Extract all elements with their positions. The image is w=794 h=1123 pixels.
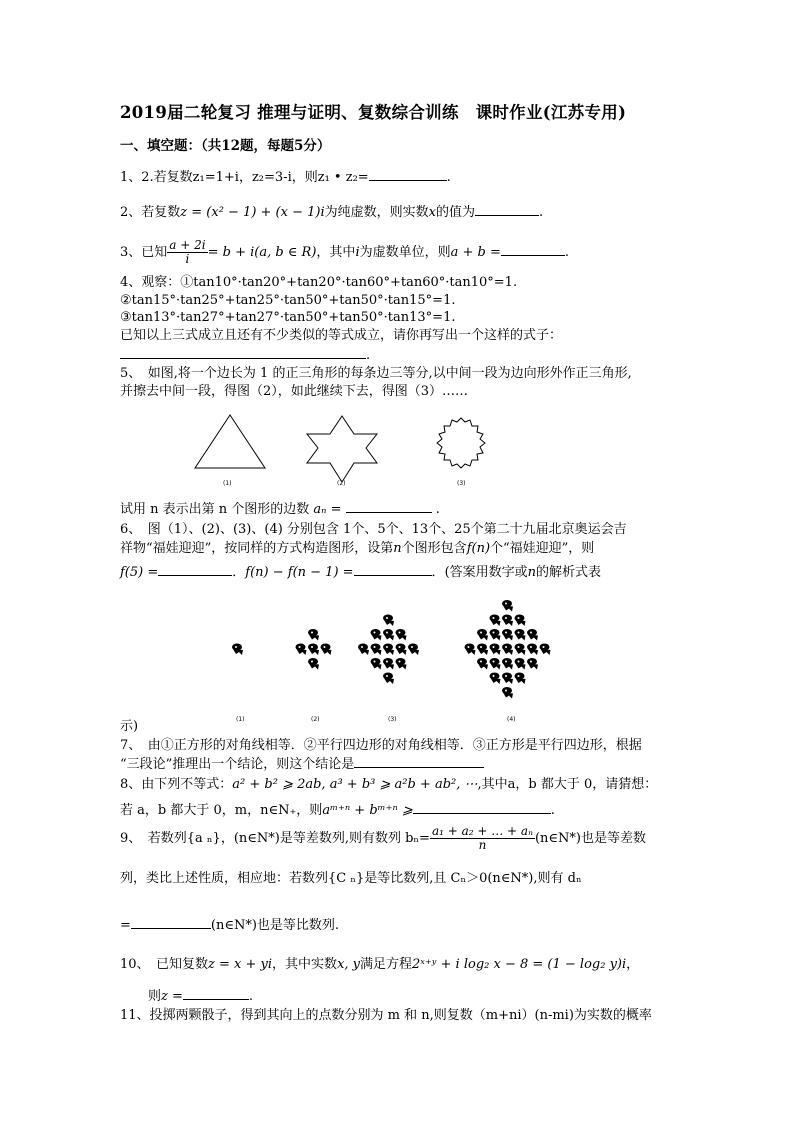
fuwa-mascot-icon bbox=[396, 658, 407, 670]
answer-blank bbox=[158, 563, 232, 576]
question-4-line-2: ②tan15°·tan25°+tan25°·tan50°+tan50°·tan15°=1. bbox=[120, 293, 456, 308]
fuwa-mascot-icon bbox=[490, 644, 501, 656]
question-5-answer: 试用 n 表示出第 n 个图形的边数 aₙ = . bbox=[120, 502, 440, 517]
answer-blank bbox=[131, 916, 211, 929]
fuwa-mascot-icon bbox=[408, 644, 419, 656]
fuwa-mascot-icon bbox=[515, 644, 526, 656]
fuwa-mascot-icon bbox=[396, 644, 407, 656]
question-9-line-3: = (n∈N*)也是等比数列. bbox=[120, 918, 340, 933]
koch-figure-2 bbox=[307, 416, 377, 482]
mascot-figures bbox=[225, 578, 555, 728]
fuwa-mascot-icon bbox=[502, 673, 513, 685]
section-heading: 一、填空题：（共12题，每题5分） bbox=[120, 138, 331, 154]
fuwa-mascot-icon bbox=[515, 629, 526, 641]
fuwa-mascot-icon bbox=[383, 644, 394, 656]
answer-blank bbox=[120, 346, 366, 359]
answer-blank bbox=[501, 243, 565, 256]
figure-label: (1) bbox=[236, 716, 245, 723]
question-7-line-1: 7、 由①正方形的对角线相等．②平行四边形的对角线相等．③正方形是平行四边形，根据 bbox=[120, 738, 642, 753]
fuwa-mascot-icon bbox=[383, 629, 394, 641]
question-8-line-2: 若 a，b 都大于 0，m，n∈N₊，则aᵐ⁺ⁿ + bᵐ⁺ⁿ ⩾ . bbox=[120, 803, 555, 818]
fuwa-mascot-icon bbox=[477, 644, 488, 656]
fuwa-mascot-icon bbox=[515, 673, 526, 685]
fuwa-mascot-icon bbox=[477, 629, 488, 641]
question-9-line-2: 列，类比上述性质，相应地：若数列{C ₙ}是等比数列,且 Cₙ＞0(n∈N*),则有 dₙ bbox=[120, 871, 582, 886]
question-6-line-4: 示) bbox=[120, 719, 139, 734]
question-11-line-1: 11、投掷两颗骰子，得到其向上的点数分别为 m 和 n,则复数（m+ni）(n-mi)为实数的概率 bbox=[120, 1008, 652, 1023]
fuwa-mascot-icon bbox=[396, 629, 407, 641]
figure-label: (4) bbox=[507, 716, 516, 723]
answer-blank bbox=[346, 500, 432, 513]
answer-blank bbox=[183, 987, 249, 1000]
question-4-answer: . bbox=[120, 346, 370, 364]
answer-blank bbox=[354, 563, 432, 576]
question-2: 2、若复数z = (x² − 1) + (x − 1)i为纯虚数，则实数x的值为 . bbox=[120, 205, 544, 220]
question-6-line-3: f(5) = ．f(n) − f(n − 1) = ．(答案用数字或n的解析式表 bbox=[120, 565, 602, 580]
koch-figure-3 bbox=[437, 418, 485, 468]
fraction: $\frac{\text{a₁ + a₂ + … + aₙ}}{n}$ bbox=[431, 824, 533, 852]
answer-blank bbox=[475, 203, 539, 216]
fuwa-mascot-icon bbox=[465, 644, 476, 656]
question-5-line-1: 5、 如图,将一个边长为 1 的正三角形的每条边三等分,以中间一段为边向形外作正三角形, bbox=[120, 366, 632, 381]
fuwa-mascot-icon bbox=[383, 673, 394, 685]
figure-label: (1) bbox=[223, 480, 232, 487]
fuwa-mascot-icon bbox=[296, 644, 307, 656]
question-5-line-2: 并擦去中间一段，得图（2），如此继续下去，得图（3）…… bbox=[120, 384, 469, 399]
fuwa-mascot-icon bbox=[490, 615, 501, 627]
fuwa-mascot-icon bbox=[308, 658, 319, 670]
fuwa-mascot-icon bbox=[502, 629, 513, 641]
question-4-line-4: 已知以上三式成立且还有不少类似的等式成立，请你再写出一个这样的式子： bbox=[120, 328, 563, 343]
question-6-line-1: 6、 图（1）、(2)、(3)、(4) 分别包含 1个、5个、13个、25个第二十九届北京奥运会吉 bbox=[120, 522, 627, 537]
fuwa-mascot-icon bbox=[515, 658, 526, 670]
fuwa-mascot-icon bbox=[371, 629, 382, 641]
fuwa-mascot-icon bbox=[232, 644, 243, 656]
question-6-line-2: 祥物“福娃迎迎”，按同样的方式构造图形，设第n个图形包含f(n)个“福娃迎迎”，则 bbox=[120, 541, 595, 556]
page-title: 2019届二轮复习 推理与证明、复数综合训练 课时作业(江苏专用) bbox=[120, 103, 627, 122]
fuwa-mascot-icon bbox=[477, 658, 488, 670]
question-4-line-1: 4、观察：①tan10°·tan20°+tan20°·tan60°+tan60°·tan10°=1. bbox=[120, 275, 518, 290]
fuwa-mascot-icon bbox=[321, 644, 332, 656]
fuwa-mascot-icon bbox=[308, 644, 319, 656]
fuwa-mascot-icon bbox=[371, 658, 382, 670]
fuwa-mascot-icon bbox=[383, 615, 394, 627]
fuwa-mascot-icon bbox=[490, 673, 501, 685]
fuwa-mascot-icon bbox=[502, 658, 513, 670]
question-7-line-2: “三段论”推理出一个结论，则这个结论是 bbox=[120, 755, 484, 773]
question-8-line-1: 8、由下列不等式：a² + b² ⩾ 2ab, a³ + b³ ⩾ a²b + ab², ⋯,其中a，b 都大于 0，请猜想： bbox=[120, 777, 658, 792]
figure-label: (2) bbox=[337, 480, 346, 487]
fuwa-mascot-icon bbox=[371, 644, 382, 656]
fuwa-mascot-icon bbox=[515, 615, 526, 627]
fuwa-mascot-icon bbox=[527, 629, 538, 641]
fuwa-mascot-icon bbox=[502, 687, 513, 699]
question-4-line-3: ③tan13°·tan27°+tan27°·tan50°+tan50°·tan13°=1. bbox=[120, 310, 456, 325]
question-10-line-2: 则z = . bbox=[148, 989, 254, 1004]
koch-figures bbox=[185, 410, 510, 490]
fuwa-mascot-icon bbox=[358, 644, 369, 656]
figure-label: (2) bbox=[311, 716, 320, 723]
answer-blank bbox=[369, 168, 447, 181]
fuwa-mascot-icon bbox=[490, 629, 501, 641]
fuwa-mascot-icon bbox=[502, 644, 513, 656]
fuwa-mascot-icon bbox=[527, 658, 538, 670]
fuwa-mascot-icon bbox=[540, 644, 551, 656]
question-1: 1、2.若复数z₁=1+i，z₂=3-i，则z₁ • z₂= . bbox=[120, 170, 451, 185]
fuwa-mascot-icon bbox=[502, 615, 513, 627]
fuwa-mascot-icon bbox=[490, 658, 501, 670]
answer-blank bbox=[354, 755, 484, 768]
koch-figure-1 bbox=[195, 415, 265, 468]
fraction: $\frac{a + 2i}{i}$ bbox=[169, 238, 206, 266]
figure-label: (3) bbox=[388, 716, 397, 723]
answer-blank bbox=[413, 801, 551, 814]
fuwa-mascot-icon bbox=[383, 658, 394, 670]
figure-label: (3) bbox=[457, 480, 466, 487]
question-3: 3、已知 $\frac{a + 2i}{i}$ = b + i(a, b ∈ R)，其中i为虚数单位，则a + b = . bbox=[120, 238, 570, 266]
fuwa-mascot-icon bbox=[527, 644, 538, 656]
question-10-line-1: 10、 已知复数z = x + yi，其中实数x, y满足方程2ˣ⁺ʸ + i log₂ x − 8 = (1 − log₂ y)i， bbox=[120, 957, 640, 972]
question-9-line-1: 9、 若数列{a ₙ}，(n∈N*)是等差数列,则有数列 bₙ= $\frac{\text{a₁ + a₂ + … + aₙ}}{n}$ (n∈N*)也是等差数 bbox=[120, 824, 646, 852]
fuwa-mascot-icon bbox=[502, 600, 513, 612]
fuwa-mascot-icon bbox=[308, 629, 319, 641]
